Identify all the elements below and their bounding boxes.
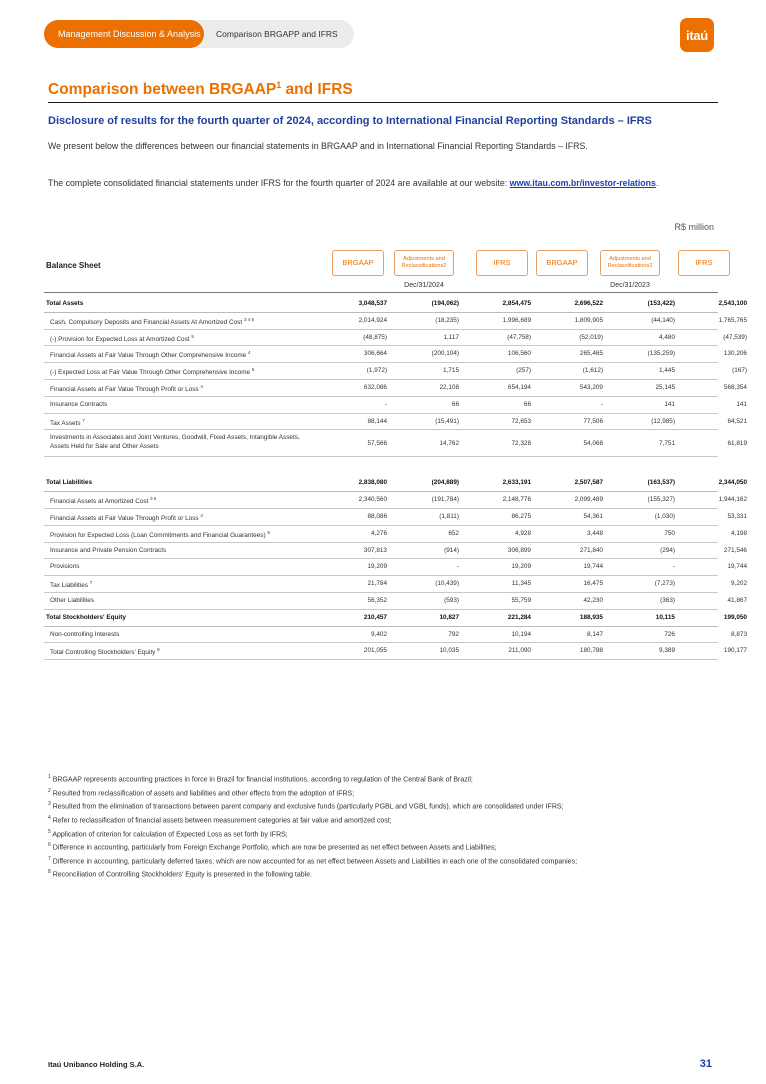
footnote: $^1$ BRGAAP represents accounting practices in force in Brazil for financial institutions, according to regulation of the Central Bank of Brazil; bbox=[48, 774, 473, 784]
row-value: 72,653 bbox=[511, 417, 531, 425]
table-row bbox=[44, 509, 747, 526]
row-value: 10,035 bbox=[439, 647, 459, 655]
row-value: 2,633,191 bbox=[502, 479, 531, 487]
row-value: 306,899 bbox=[507, 546, 531, 554]
row-value: 210,457 bbox=[363, 613, 387, 621]
tab-comparison[interactable]: Comparison BRGAPP and IFRS bbox=[216, 29, 338, 39]
row-value: - bbox=[672, 563, 675, 571]
col-adjustments-2024: Adjustments and Reclassifications2 bbox=[394, 250, 454, 276]
row-value: 88,144 bbox=[367, 417, 387, 425]
row-label: (-) Expected Loss at Fair Value Through Other Comprehensive Income $^5$ bbox=[50, 367, 255, 377]
table-row bbox=[44, 559, 747, 576]
row-value: 72,328 bbox=[511, 440, 531, 448]
row-label: Provisions bbox=[50, 563, 80, 571]
row-value: (18,235) bbox=[435, 316, 459, 324]
row-value: 271,546 bbox=[723, 546, 747, 554]
row-value: 14,762 bbox=[439, 440, 459, 448]
row-value: 9,202 bbox=[731, 580, 747, 588]
row-label: Insurance and Private Pension Contracts bbox=[50, 546, 167, 554]
row-value: 188,935 bbox=[579, 613, 603, 621]
footnote: $^5$ Application of criterion for calculation of Expected Loss as set forth by IFRS; bbox=[48, 828, 288, 838]
row-value: (44,140) bbox=[651, 316, 675, 324]
row-value: (7,273) bbox=[654, 580, 675, 588]
col-brgaap-2023: BRGAAP bbox=[536, 250, 588, 276]
row-label: Other Liabilities bbox=[50, 596, 95, 604]
row-value: 54,361 bbox=[583, 512, 603, 520]
row-value: 19,209 bbox=[511, 563, 531, 571]
row-value: 652 bbox=[448, 529, 459, 537]
row-value: 10,115 bbox=[655, 613, 675, 621]
row-value: 792 bbox=[448, 630, 459, 638]
row-value: 568,354 bbox=[723, 383, 747, 391]
row-value: 201,055 bbox=[363, 647, 387, 655]
row-value: 265,465 bbox=[579, 350, 603, 358]
row-value: 4,276 bbox=[371, 529, 387, 537]
row-value: 543,209 bbox=[579, 383, 603, 391]
row-value: 25,145 bbox=[655, 383, 675, 391]
table-top-rule bbox=[44, 292, 718, 293]
row-value: 54,068 bbox=[583, 440, 603, 448]
row-value: 2,838,080 bbox=[358, 479, 387, 487]
row-value: 2,099,489 bbox=[574, 496, 603, 504]
row-value: 2,340,560 bbox=[358, 496, 387, 504]
row-value: 3,048,537 bbox=[358, 300, 387, 307]
col-brgaap-2024: BRGAAP bbox=[332, 250, 384, 276]
row-value: - bbox=[456, 563, 459, 571]
row-value: (1,811) bbox=[439, 512, 459, 520]
row-value: (294) bbox=[660, 546, 675, 554]
row-value: (204,889) bbox=[431, 479, 459, 487]
row-label: Financial Assets at Fair Value Through Other Comprehensive Income $^4$ bbox=[50, 350, 251, 360]
table-row bbox=[44, 475, 747, 492]
row-value: (47,539) bbox=[723, 333, 747, 341]
row-value: (10,439) bbox=[435, 580, 459, 588]
row-value: 10,194 bbox=[511, 630, 531, 638]
row-value: 19,209 bbox=[367, 563, 387, 571]
row-value: 9,389 bbox=[659, 647, 675, 655]
table-row bbox=[44, 543, 747, 560]
row-value: (167) bbox=[732, 367, 747, 375]
row-value: 66 bbox=[523, 400, 531, 408]
row-value: 4,198 bbox=[731, 529, 747, 537]
table-row bbox=[44, 526, 747, 543]
unit-label: R$ million bbox=[674, 222, 714, 232]
row-value: (52,019) bbox=[579, 333, 603, 341]
balance-sheet-label: Balance Sheet bbox=[46, 261, 101, 270]
page-subtitle: Disclosure of results for the fourth quarter of 2024, according to International Financial Reporting Standards – IFRS bbox=[48, 115, 652, 127]
row-value: 3,448 bbox=[587, 529, 603, 537]
table-row bbox=[44, 313, 747, 330]
row-value: 180,788 bbox=[579, 647, 603, 655]
row-value: - bbox=[600, 400, 603, 408]
row-value: 41,867 bbox=[727, 596, 747, 604]
row-value: 307,813 bbox=[363, 546, 387, 554]
row-value: 2,854,475 bbox=[502, 300, 531, 307]
row-value: 2,696,522 bbox=[574, 300, 603, 307]
row-value: 190,177 bbox=[723, 647, 747, 655]
row-value: (12,985) bbox=[651, 417, 675, 425]
table-row bbox=[44, 492, 747, 509]
row-value: 10,827 bbox=[439, 613, 459, 621]
row-value: 22,108 bbox=[439, 383, 459, 391]
row-label: Non-controlling Interests bbox=[50, 630, 120, 638]
investor-relations-link[interactable]: www.itau.com.br/investor-relations bbox=[509, 178, 656, 188]
table-row bbox=[44, 414, 747, 431]
row-value: 42,230 bbox=[583, 596, 603, 604]
row-value: 130,206 bbox=[723, 350, 747, 358]
row-value: 4,928 bbox=[515, 529, 531, 537]
row-value: 1,944,162 bbox=[718, 496, 747, 504]
tab-management-discussion[interactable]: Management Discussion & Analysis bbox=[44, 20, 204, 48]
section-tabs bbox=[44, 20, 354, 48]
row-label: Financial Assets at Fair Value Through Profit or Loss $^4$ bbox=[50, 512, 203, 523]
footnote: $^2$ Resulted from reclassification of assets and liabilities and other effects from the adoption of IFRS; bbox=[48, 787, 355, 797]
row-value: 9,402 bbox=[371, 630, 387, 638]
row-value: 19,744 bbox=[583, 563, 603, 571]
ifrs-link-paragraph: The complete consolidated financial statements under IFRS for the fourth quarter of 2024 are available at our website: www.itau.com.br/investor-relations. bbox=[48, 178, 659, 188]
table-row bbox=[44, 330, 747, 347]
table-row bbox=[44, 576, 747, 593]
row-value: (194,062) bbox=[431, 300, 459, 307]
row-value: 19,744 bbox=[727, 563, 747, 571]
row-value: 211,090 bbox=[508, 647, 531, 655]
row-value: 2,148,776 bbox=[502, 496, 531, 504]
row-label: (-) Provision for Expected Loss at Amortized Cost $^5$ bbox=[50, 333, 194, 343]
row-value: (593) bbox=[444, 596, 459, 604]
row-value: 141 bbox=[664, 400, 675, 408]
footnote: $^4$ Refer to reclassification of financial assets between measurement categories at fair value and amortized cost; bbox=[48, 814, 392, 825]
row-value: 654,194 bbox=[507, 383, 531, 391]
row-label: Investments in Associates and Joint Ventures, Goodwill, Fixed Assets, Intangible Assets, Assets Held for Sale and Other Assets bbox=[50, 434, 300, 451]
table-row bbox=[44, 363, 747, 380]
row-value: (15,491) bbox=[435, 417, 459, 425]
row-value: 16,475 bbox=[583, 580, 603, 588]
row-value: (47,758) bbox=[507, 333, 531, 341]
row-value: 199,050 bbox=[723, 613, 747, 621]
row-value: (163,537) bbox=[647, 479, 675, 487]
row-value: (200,104) bbox=[431, 350, 459, 358]
row-value: (153,422) bbox=[647, 300, 675, 307]
row-value: (1,972) bbox=[366, 367, 387, 375]
itau-logo: itaú bbox=[680, 18, 714, 52]
row-value: 55,759 bbox=[511, 596, 531, 604]
row-value: 726 bbox=[664, 630, 675, 638]
col-adjustments-2023: Adjustments and Reclassifications2 bbox=[600, 250, 660, 276]
page-title: Comparison between BRGAAP$^1$ and IFRS bbox=[48, 80, 718, 103]
row-label: Financial Assets at Amortized Cost $^{3 6}$ bbox=[50, 496, 157, 506]
row-value: (257) bbox=[516, 367, 531, 375]
page-number: 31 bbox=[699, 1058, 712, 1070]
table-row bbox=[44, 643, 747, 660]
row-label: Total Stockholders' Equity bbox=[46, 613, 126, 621]
table-row bbox=[44, 296, 747, 313]
row-value: 86,275 bbox=[511, 512, 531, 520]
table-row bbox=[44, 610, 747, 627]
row-value: (191,784) bbox=[431, 496, 459, 504]
row-label: Total Liabilities bbox=[46, 479, 93, 487]
row-value: 88,086 bbox=[367, 512, 387, 520]
row-value: (914) bbox=[444, 546, 459, 554]
row-value: 750 bbox=[664, 529, 675, 537]
table-row bbox=[44, 593, 747, 610]
col-ifrs-2024: IFRS bbox=[476, 250, 528, 276]
row-value: 61,819 bbox=[727, 440, 747, 448]
row-value: (363) bbox=[660, 596, 675, 604]
row-label: Insurance Contracts bbox=[50, 400, 108, 408]
row-label: Financial Assets at Fair Value Through Profit or Loss $^4$ bbox=[50, 383, 203, 394]
row-value: 1,445 bbox=[659, 367, 675, 375]
table-header bbox=[44, 246, 718, 296]
row-value: (135,259) bbox=[647, 350, 675, 358]
table-row bbox=[44, 380, 747, 397]
row-label: Cash, Compulsory Deposits and Financial Assets At Amortized Cost $^{3 4 6}$ bbox=[50, 316, 254, 326]
row-value: 1,715 bbox=[443, 367, 459, 375]
row-value: 632,086 bbox=[363, 383, 387, 391]
row-value: (48,875) bbox=[363, 333, 387, 341]
row-value: 53,331 bbox=[727, 512, 747, 520]
row-value: 221,284 bbox=[507, 613, 531, 621]
row-label: Total Controlling Stockholders' Equity $^8$ bbox=[50, 647, 160, 657]
row-value: 2,543,100 bbox=[718, 300, 747, 307]
row-value: 11,345 bbox=[511, 580, 531, 588]
table-row bbox=[44, 627, 747, 644]
balance-sheet-table bbox=[44, 296, 747, 660]
company-name: Itaú Unibanco Holding S.A. bbox=[48, 1060, 145, 1069]
row-value: 106,560 bbox=[507, 350, 531, 358]
row-value: 8,147 bbox=[587, 630, 603, 638]
row-value: - bbox=[384, 400, 387, 408]
row-value: (1,612) bbox=[582, 367, 603, 375]
row-value: 1,809,905 bbox=[574, 316, 603, 324]
footnote: $^6$ Difference in accounting, particularly from Foreign Exchange Portfolio, which are now be presented as net effect between Assets and Liabilities; bbox=[48, 842, 497, 852]
date-2024: Dec/31/2024 bbox=[404, 282, 444, 289]
table-row bbox=[44, 397, 747, 414]
row-value: 56,352 bbox=[367, 596, 387, 604]
row-value: 1,996,689 bbox=[502, 316, 531, 324]
footnotes bbox=[48, 772, 738, 881]
footnote: $^8$ Reconciliation of Controlling Stockholders' Equity is presented in the following table. bbox=[48, 869, 313, 879]
footnote: $^7$ Difference in accounting, particularly deferred taxes, which are now accounted for as net effect between Assets and Liabilities in each one of the consolidated companies; bbox=[48, 855, 578, 866]
row-value: (1,030) bbox=[654, 512, 675, 520]
row-value: 2,014,924 bbox=[358, 316, 387, 324]
row-value: 2,507,587 bbox=[574, 479, 603, 487]
row-value: 66 bbox=[451, 400, 459, 408]
row-value: 4,480 bbox=[659, 333, 675, 341]
col-ifrs-2023: IFRS bbox=[678, 250, 730, 276]
footnote: $^3$ Resulted from the elimination of transactions between parent company and exclusive funds (particularly PGBL and VGBL funds), which are consolidated under IFRS; bbox=[48, 801, 564, 811]
row-value: 141 bbox=[736, 400, 747, 408]
row-label: Tax Liabilities $^7$ bbox=[50, 580, 93, 590]
row-value: 306,664 bbox=[363, 350, 387, 358]
row-label: Provision for Expected Loss (Loan Commitments and Financial Guarantees) $^5$ bbox=[50, 529, 270, 539]
table-row bbox=[44, 346, 747, 363]
row-value: 8,873 bbox=[731, 630, 747, 638]
intro-paragraph: We present below the differences between our financial statements in BRGAAP and in International Financial Reporting Standards – IFRS. bbox=[48, 141, 588, 151]
row-value: 57,566 bbox=[367, 440, 387, 448]
row-value: 7,751 bbox=[659, 440, 675, 448]
row-value: 1,765,765 bbox=[718, 316, 747, 324]
row-value: 2,344,050 bbox=[718, 479, 747, 487]
row-value: (155,327) bbox=[647, 496, 675, 504]
row-value: 21,784 bbox=[367, 580, 387, 588]
row-value: 271,840 bbox=[579, 546, 603, 554]
row-label: Tax Assets $^7$ bbox=[50, 417, 85, 427]
row-value: 77,506 bbox=[583, 417, 603, 425]
row-label: Total Assets bbox=[46, 300, 84, 307]
table-row bbox=[44, 430, 747, 457]
row-value: 1,117 bbox=[443, 333, 459, 341]
date-2023: Dec/31/2023 bbox=[610, 282, 650, 289]
row-value: 64,521 bbox=[727, 417, 747, 425]
